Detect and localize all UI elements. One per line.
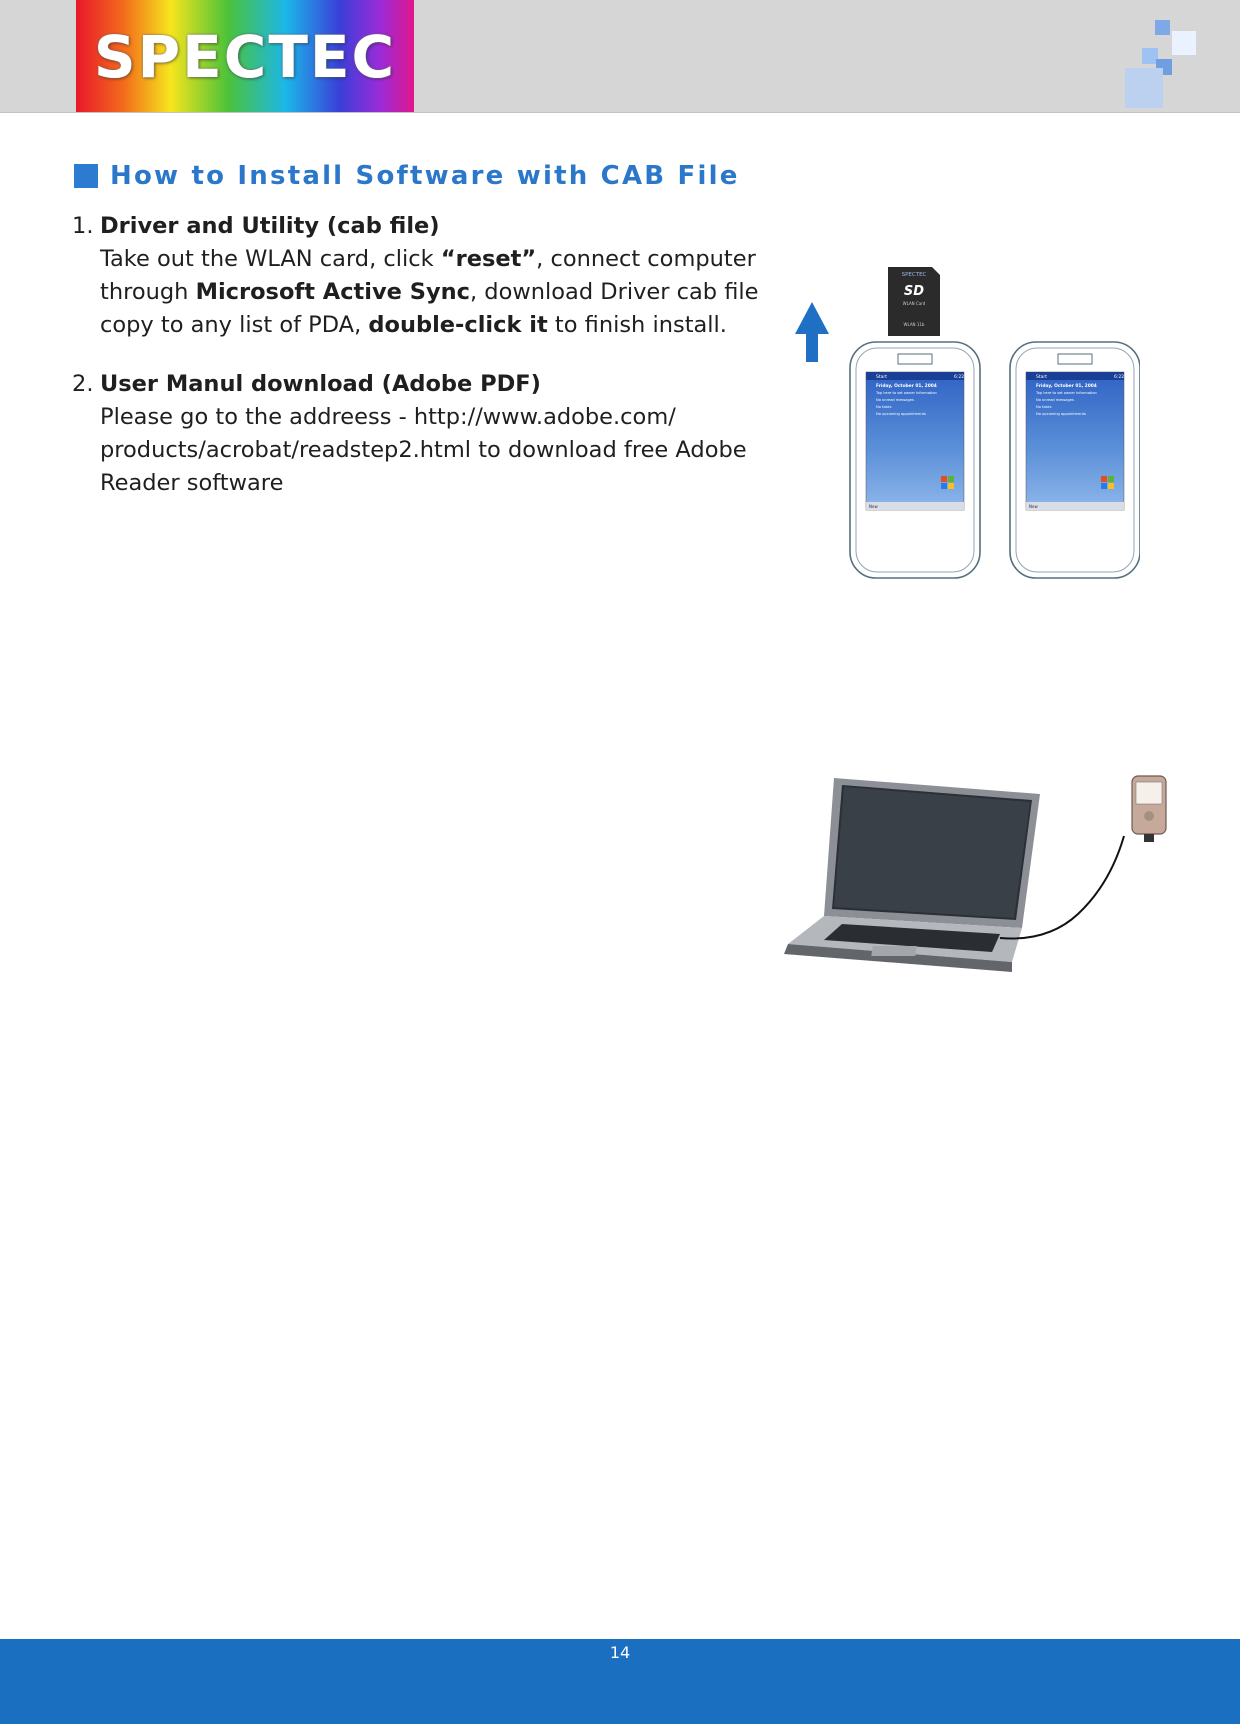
laptop-pda-connection-illustration [748,766,1172,1002]
pda-item: No unread messages [876,398,914,402]
pda-new-label: New [1029,504,1038,509]
pda-date: Friday, October 01, 2004 [876,384,937,389]
card-model: WLAN 11b [903,322,925,327]
double-click-emphasis: double-click it [368,312,548,338]
pda-without-card [1010,342,1140,578]
step-text-part: , connect computer through [100,246,756,305]
pda-item: Tap here to set owner information [1036,391,1097,395]
step-heading: User Manul download (Adobe PDF) [100,371,541,397]
sd-logo-icon: SD [903,284,925,299]
pda-item: No upcoming appointments [876,412,926,416]
step-text: Please go to the addreess - http://www.adobe.com/ products/acrobat/readstep2.html to download free Adobe Reader software [100,404,747,496]
pda-time: 6:22 [1114,375,1125,380]
pda-item: No tasks [876,405,892,409]
logo-text: SPECTEC [93,23,397,91]
heading-bullet-icon [74,164,98,188]
pda-item: Tap here to set owner information [876,391,937,395]
step-2 [72,368,772,500]
step-text-part: , download Driver cab file copy to any list of PDA, [100,279,759,338]
activesync-emphasis: Microsoft Active Sync [195,279,470,305]
card-label: WLAN Card [902,301,926,306]
page-number: 14 [609,1643,631,1662]
sd-card [888,267,940,336]
pda-new-label: New [869,504,878,509]
pda-start-label: Start [876,375,887,380]
instruction-list [72,210,772,500]
step-text-part: Take out the WLAN card, click [100,246,441,272]
section-heading [74,158,740,194]
reset-emphasis: “reset” [440,246,537,272]
decorative-squares-icon [1120,16,1200,112]
step-text [100,243,772,342]
step-text-part: to finish install. [547,312,727,338]
pda-date: Friday, October 01, 2004 [1036,384,1097,389]
step-1 [72,210,772,342]
pda-start-label: Start [1036,375,1047,380]
laptop-icon [784,778,1040,972]
pda-device-icon [1132,776,1166,842]
up-arrow-icon [795,302,829,362]
step-number: 1. [72,213,94,239]
card-brand: SPECTEC [901,272,927,278]
pda-item: No unread messages [1036,398,1074,402]
section-title: How to Install Software with CAB File [110,161,740,191]
spectec-logo [76,0,414,112]
pda-card-illustration [790,262,1140,582]
pda-with-card [850,342,980,578]
pda-time: 6:22 [954,375,965,380]
step-heading: Driver and Utility (cab file) [100,213,440,239]
pda-item: No tasks [1036,405,1052,409]
step-number: 2. [72,371,94,397]
pda-item: No upcoming appointments [1036,412,1086,416]
